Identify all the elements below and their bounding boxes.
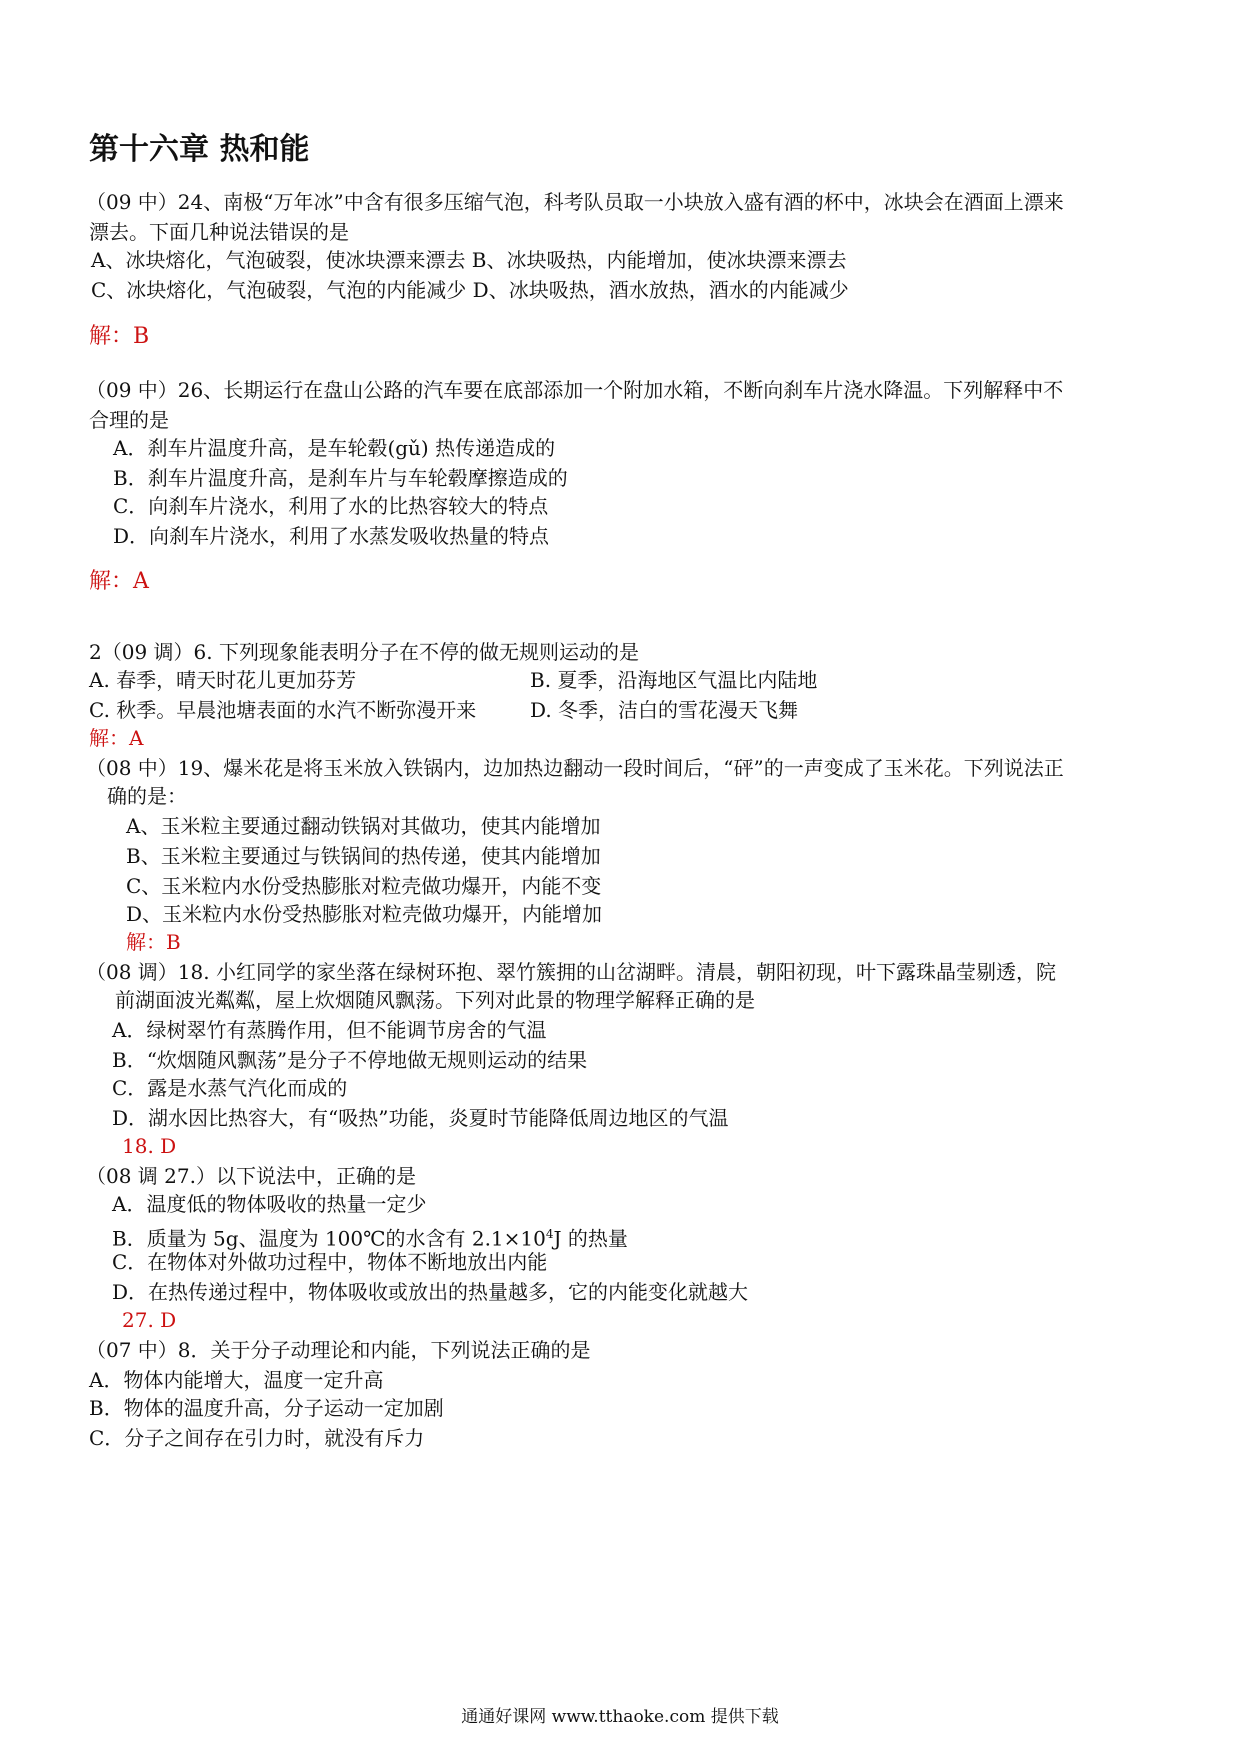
option-d: D．在热传递过程中，物体吸收或放出的热量越多，它的内能变化就越大 <box>112 1280 749 1304</box>
chapter-title: 第十六章 热和能 <box>89 132 310 167</box>
option-c: C．分子之间存在引力时，就没有斥力 <box>89 1426 425 1450</box>
answer-label: 解：A <box>89 569 149 594</box>
question-stem-line: （08 调 27.）以下说法中，正确的是 <box>86 1164 416 1188</box>
question-stem-line: 合理的是 <box>89 408 169 432</box>
option-d: D、玉米粒内水份受热膨胀对粒壳做功爆开，内能增加 <box>126 902 603 926</box>
question-stem-line: （08 调）18. 小红同学的家坐落在绿树环抱、翠竹簇拥的山岔湖畔。清晨，朝阳初现，叶下露珠晶莹剔透，院 <box>86 960 1056 984</box>
question-stem-line: （07 中）8．关于分子动理论和内能，下列说法正确的是 <box>86 1338 591 1362</box>
option-b: B、玉米粒主要通过与铁锅间的热传递，使其内能增加 <box>126 844 601 868</box>
answer-label: 解：B <box>126 930 181 954</box>
question-stem-line: （09 中）26、长期运行在盘山公路的汽车要在底部添加一个附加水箱，不断向刹车片浇水降温。下列解释中不 <box>86 378 1064 402</box>
question-stem-line: （09 中）24、南极“万年冰”中含有很多压缩气泡，科考队员取一小块放入盛有酒的杯中，冰块会在酒面上漂来 <box>86 190 1064 214</box>
option-b <box>112 1222 628 1251</box>
question-stem-line: 确的是： <box>107 784 187 808</box>
question-stem-line: （08 中）19、爆米花是将玉米放入铁锅内，边加热边翻动一段时间后，“砰”的一声变成了玉米花。下列说法正 <box>86 756 1064 780</box>
option-b-text: B．质量为 5g、温度为 100℃的水含有 2.1×10 <box>112 1226 546 1251</box>
answer-label: 解：A <box>89 726 144 750</box>
exponent: 4 <box>545 1227 554 1241</box>
option-c: C．在物体对外做功过程中，物体不断地放出内能 <box>112 1250 548 1274</box>
option-b: B．“炊烟随风飘荡”是分子不停地做无规则运动的结果 <box>112 1048 588 1072</box>
option-d: D. 冬季，洁白的雪花漫天飞舞 <box>530 698 799 722</box>
option-c: C、玉米粒内水份受热膨胀对粒壳做功爆开，内能不变 <box>126 874 602 898</box>
answer-label: 27. D <box>122 1308 177 1332</box>
option-a: A．温度低的物体吸收的热量一定少 <box>112 1192 427 1216</box>
option-b-unit: J 的热量 <box>553 1226 628 1251</box>
question-stem-line: 前湖面波光粼粼，屋上炊烟随风飘荡。下列对此景的物理学解释正确的是 <box>115 988 755 1012</box>
option-c: C．向刹车片浇水，利用了水的比热容较大的特点 <box>113 494 549 518</box>
option-line-cd: C、冰块熔化，气泡破裂，气泡的内能减少 D、冰块吸热，酒水放热，酒水的内能减少 <box>91 278 849 302</box>
option-line-ab: A、冰块熔化，气泡破裂，使冰块漂来漂去 B、冰块吸热，内能增加，使冰块漂来漂去 <box>91 248 847 272</box>
option-a: A. 春季，晴天时花儿更加芬芳 <box>89 668 357 692</box>
option-a: A．物体内能增大，温度一定升高 <box>89 1368 384 1392</box>
option-a: A．刹车片温度升高，是车轮毂(gǔ) 热传递造成的 <box>113 436 556 460</box>
page-footer: 通通好课网 www.tthaoke.com 提供下载 <box>461 1707 779 1727</box>
question-stem-line: 漂去。下面几种说法错误的是 <box>89 220 349 244</box>
option-b: B．刹车片温度升高，是刹车片与车轮毂摩擦造成的 <box>113 466 568 490</box>
option-a: A、玉米粒主要通过翻动铁锅对其做功，使其内能增加 <box>126 814 601 838</box>
option-d: D．湖水因比热容大，有“吸热”功能，炎夏时节能降低周边地区的气温 <box>112 1106 729 1130</box>
option-c: C．露是水蒸气汽化而成的 <box>112 1076 348 1100</box>
option-b: B．物体的温度升高，分子运动一定加剧 <box>89 1396 444 1420</box>
option-c: C. 秋季。早晨池塘表面的水汽不断弥漫开来 <box>89 698 477 722</box>
option-b: B. 夏季，沿海地区气温比内陆地 <box>530 668 818 692</box>
option-d: D．向刹车片浇水，利用了水蒸发吸收热量的特点 <box>113 524 550 548</box>
option-a: A．绿树翠竹有蒸腾作用，但不能调节房舍的气温 <box>112 1018 547 1042</box>
answer-label: 解：B <box>89 324 150 349</box>
question-stem-line: 2（09 调）6. 下列现象能表明分子在不停的做无规则运动的是 <box>89 640 639 664</box>
answer-label: 18. D <box>122 1134 177 1158</box>
